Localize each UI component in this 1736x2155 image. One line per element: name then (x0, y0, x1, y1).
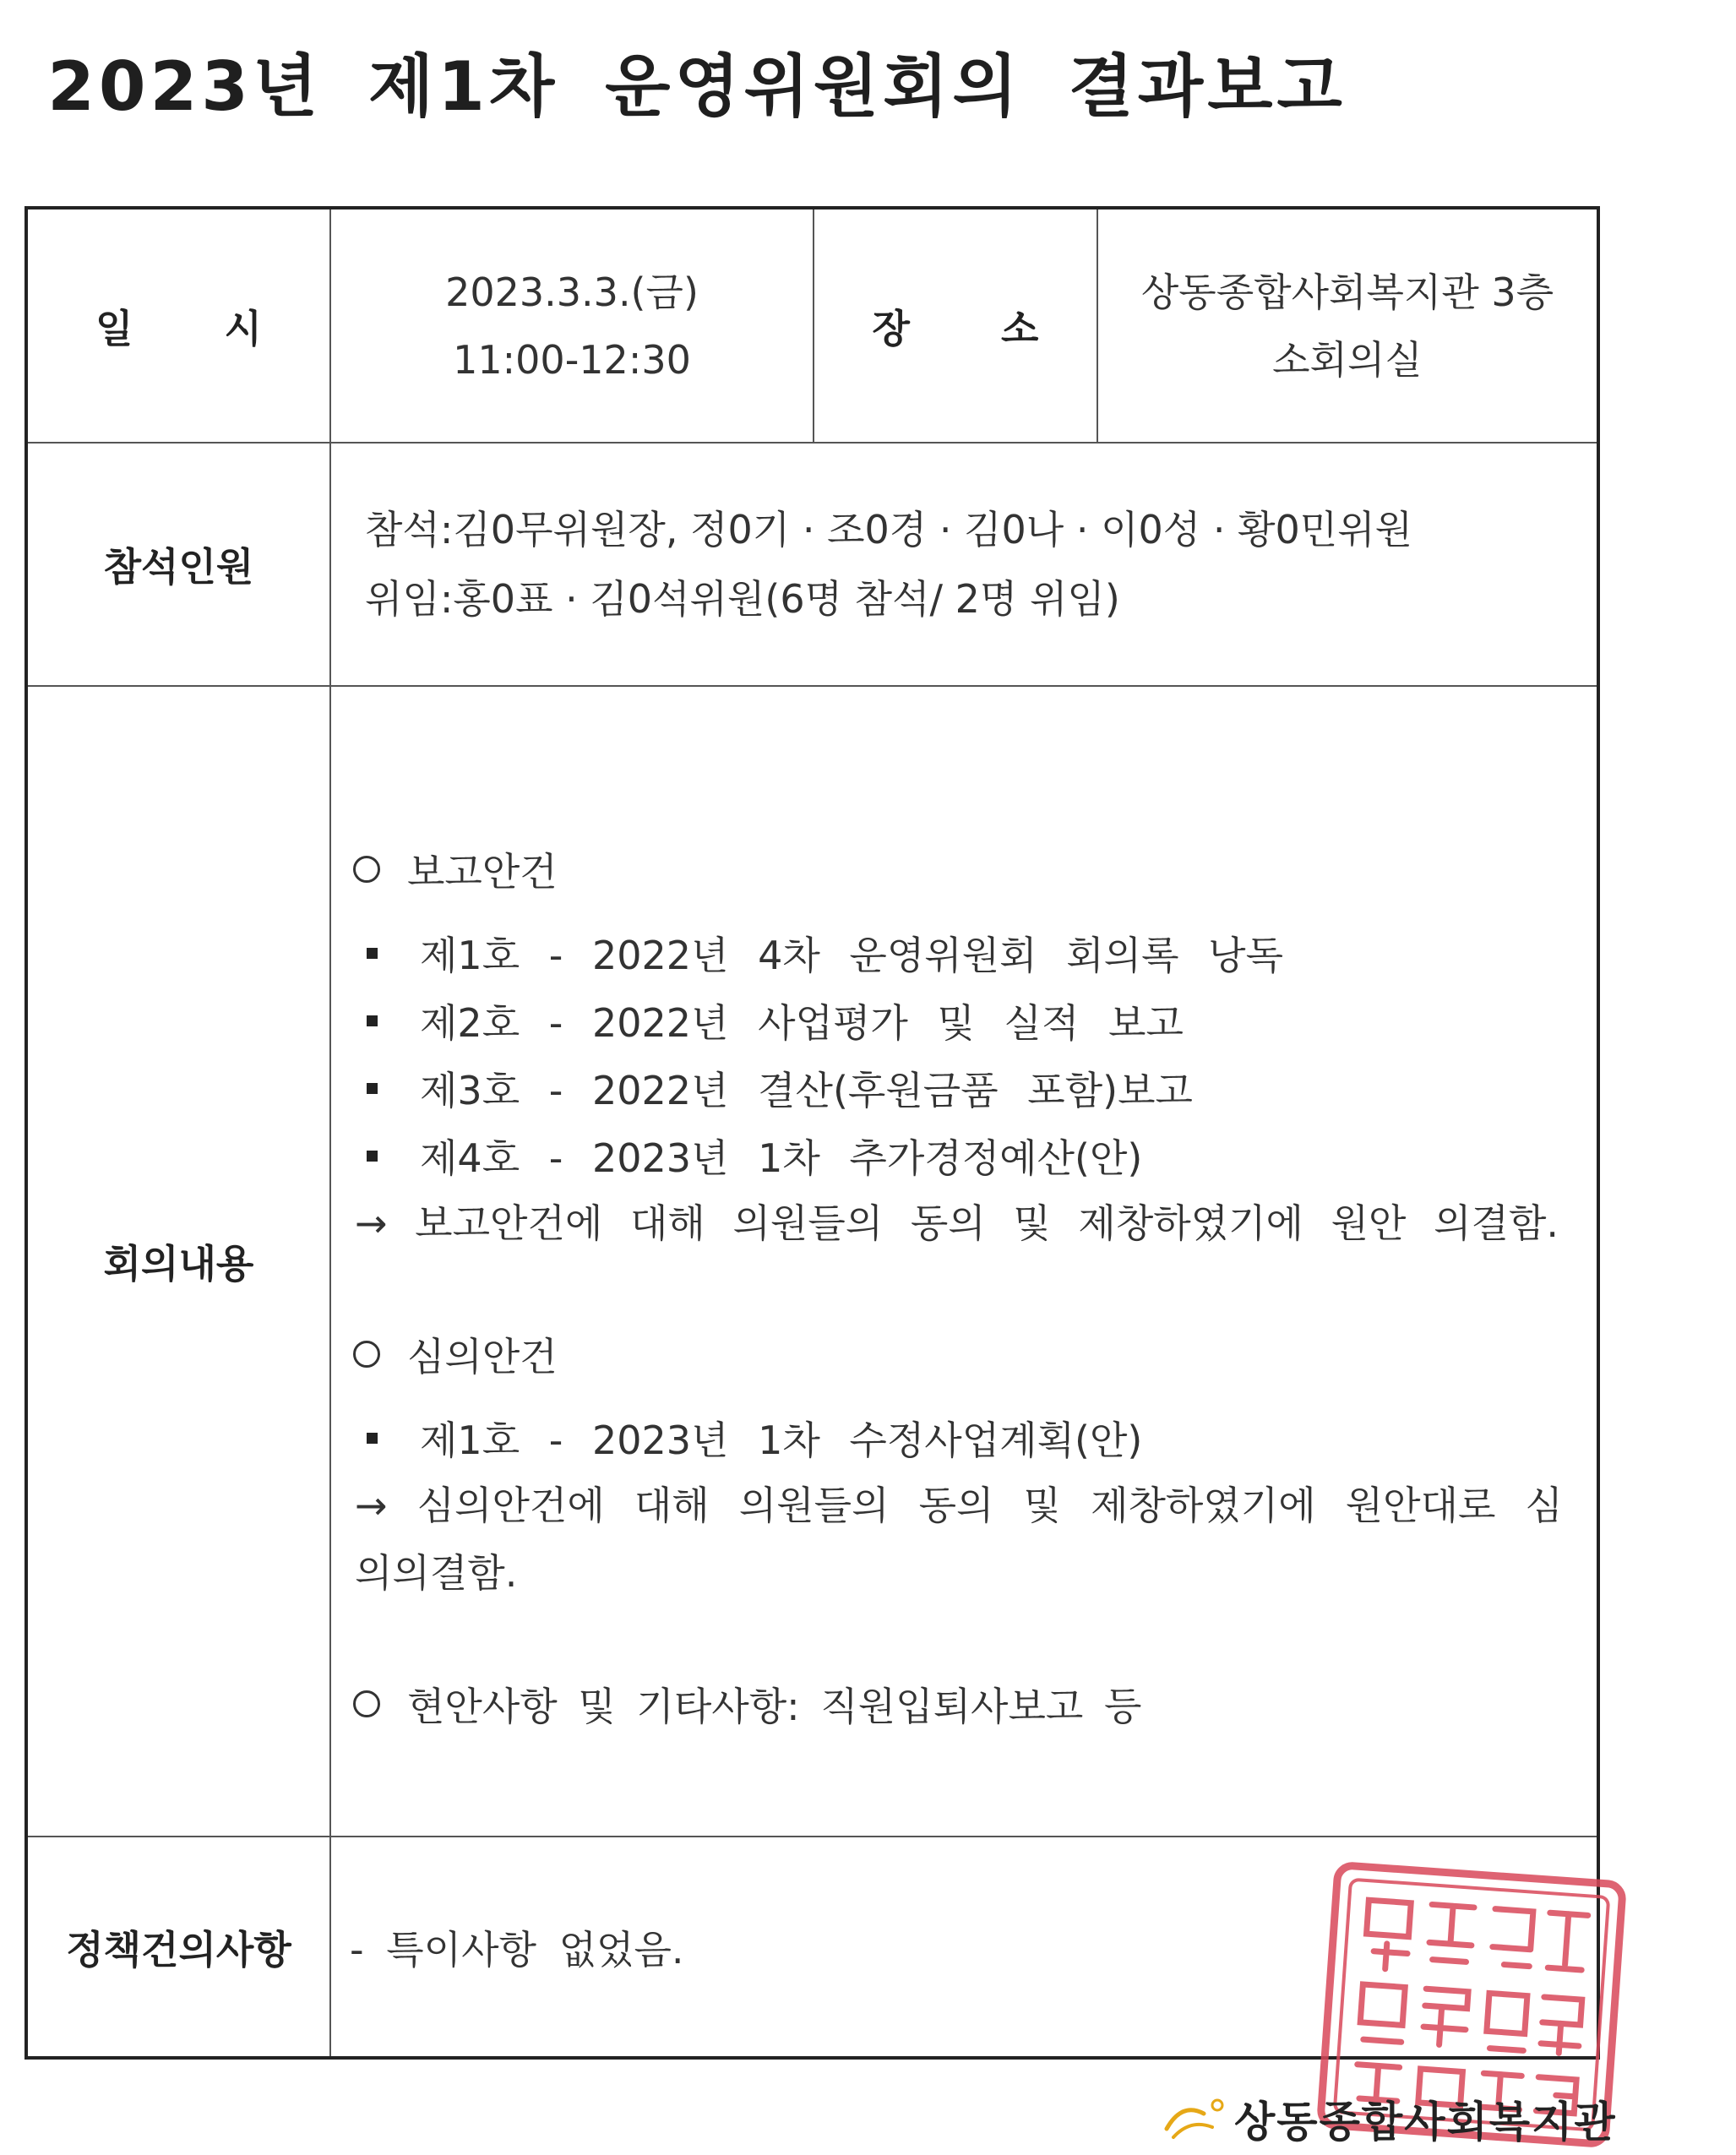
circle-bullet-icon (353, 1341, 380, 1368)
date-label: 일 시 (26, 208, 330, 443)
report-heading (350, 831, 1563, 907)
agenda-item-text: 제1호 - 2022년 4차 운영위원회 회의록 낭독 (420, 933, 1284, 978)
attendees-present: 참석:김0무위원장, 정0기 · 조0경 · 김0나 · 이0성 · 황0민위원 (365, 507, 1413, 552)
circle-bullet-icon (353, 856, 380, 883)
document-title: 2023년 제1차 운영위원회의 결과보고 (47, 47, 1347, 126)
place-label: 장 소 (814, 208, 1097, 443)
attendees-proxy: 위임:홍0표 · 김0석위원(6명 참석/ 2명 위임) (365, 576, 1120, 622)
attendees-label: 참석인원 (26, 443, 330, 686)
schedule-row (26, 208, 1598, 443)
policy-text: - 특이사항 없었음. (330, 1837, 1598, 2058)
agenda-item (350, 1122, 1563, 1189)
deliberation-agenda-list (350, 1404, 1563, 1472)
minutes-label: 회의내용 (26, 686, 330, 1837)
report-agenda-list (350, 919, 1563, 1189)
meeting-time: 11:00-12:30 (453, 336, 691, 383)
deliberation-resolution-note: → 심의안건에 대해 의원들의 동의 및 제창하였기에 원안대로 심의의결함. (355, 1483, 1563, 1596)
agenda-item-text: 제2호 - 2022년 사업평가 및 실적 보고 (420, 1000, 1184, 1046)
place-cell (1097, 208, 1598, 443)
minutes-row (26, 686, 1598, 1837)
square-bullet-icon (367, 1151, 378, 1162)
agenda-item (350, 919, 1563, 987)
other-heading (350, 1666, 1563, 1742)
minutes-cell (330, 686, 1598, 1837)
meeting-date: 2023.3.3.(금) (445, 269, 699, 315)
agenda-item (350, 1054, 1563, 1122)
report-heading-text: 보고안건 (407, 849, 558, 895)
circle-bullet-icon (353, 1690, 380, 1717)
place-building: 상동종합사회복지관 3층 (1140, 269, 1554, 315)
square-bullet-icon (367, 1083, 378, 1094)
date-cell (330, 208, 814, 443)
organization-logo-icon (1162, 2093, 1229, 2144)
square-bullet-icon (367, 1015, 378, 1026)
organization-name: 상동종합사회복지관 (1234, 2098, 1617, 2147)
agenda-item-text: 제3호 - 2022년 결산(후원금품 포함)보고 (420, 1068, 1193, 1113)
attendees-row (26, 443, 1598, 686)
square-bullet-icon (367, 1433, 378, 1444)
agenda-item-text: 제1호 - 2023년 1차 수정사업계획(안) (420, 1418, 1143, 1463)
other-heading-text: 현안사항 및 기타사항: 직원입퇴사보고 등 (407, 1684, 1142, 1729)
agenda-item (350, 987, 1563, 1054)
organization-footer (1162, 2088, 1617, 2149)
deliberation-heading (350, 1316, 1563, 1392)
agenda-item-text: 제4호 - 2023년 1차 추가경정예산(안) (420, 1135, 1143, 1181)
deliberation-heading-text: 심의안건 (407, 1334, 558, 1380)
policy-label: 정책건의사항 (26, 1837, 330, 2058)
square-bullet-icon (367, 948, 378, 959)
report-resolution-note: → 보고안건에 대해 의원들의 동의 및 제창하였기에 원안 의결함. (355, 1200, 1559, 1246)
place-room: 소회의실 (1272, 336, 1423, 383)
agenda-item (350, 1404, 1563, 1472)
attendees-cell (330, 443, 1598, 686)
report-table (24, 206, 1600, 2060)
